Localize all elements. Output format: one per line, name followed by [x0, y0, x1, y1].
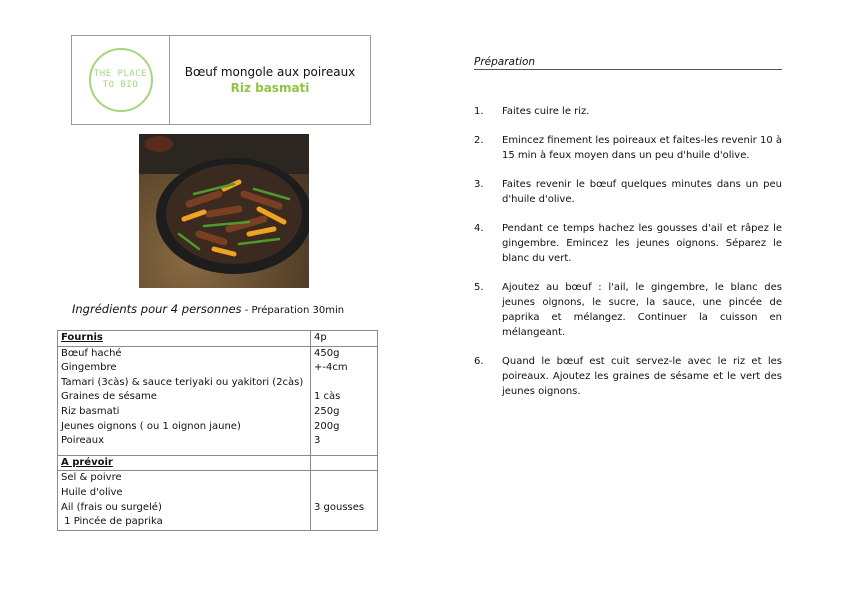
logo-cell [72, 36, 170, 124]
step-number: 5. [474, 282, 484, 293]
step-text: Quand le bœuf est cuit servez-le avec le riz et les poireaux. Ajoutez les graines de sésame et le vert des jeunes oignons. [502, 356, 782, 397]
ingredient-qty: +-4cm [314, 362, 348, 374]
step-1 [474, 104, 782, 119]
ingredient-qty: 3 gousses [314, 501, 365, 513]
recipe-subtitle: Riz basmati [230, 81, 310, 95]
ingredient-names [58, 471, 311, 530]
ingredient-item: Gingembre [61, 362, 117, 374]
ingredient-quantities [311, 346, 378, 455]
step-5 [474, 280, 782, 340]
ingredient-block-provided [58, 346, 378, 455]
quantity-header: 4p [311, 331, 378, 347]
preparation-title: Préparation [474, 56, 782, 70]
step-text: Emincez finement les poireaux et faites-les revenir 10 à 15 min à feux moyen dans un peu d'huile d'olive. [502, 135, 782, 161]
step-4 [474, 221, 782, 266]
ingredient-item: Ail (frais ou surgelé) [61, 501, 162, 513]
ingredient-names [58, 346, 311, 455]
step-6 [474, 354, 782, 399]
step-2 [474, 133, 782, 163]
ingredient-item: Graines de sésame [61, 391, 157, 403]
step-number: 6. [474, 356, 484, 367]
logo-line-1: THE PLACE [93, 69, 148, 79]
ingredient-qty [314, 486, 374, 501]
recipe-header [71, 35, 371, 125]
recipe-title: Bœuf mongole aux poireaux [184, 65, 356, 79]
logo-line-2: TO BIO [102, 80, 139, 90]
section-header-row [58, 331, 378, 347]
ingredient-qty: 3 [314, 435, 321, 447]
ingredient-qty [314, 515, 374, 530]
ingredient-qty [314, 471, 374, 486]
ingredient-item: 1 Pincée de paprika [61, 516, 163, 528]
ingredient-block-to-provide [58, 471, 378, 530]
dish-photo [139, 134, 309, 288]
preparation-steps [474, 104, 782, 413]
ingredient-qty: 250g [314, 405, 340, 417]
brand-logo [89, 48, 153, 112]
ingredient-qty [314, 376, 374, 391]
ingredient-item: Bœuf haché [61, 347, 122, 359]
dish-illustration [139, 134, 309, 288]
empty-cell [311, 455, 378, 471]
ingredient-item: Tamari (3càs) & sauce teriyaki ou yakitori (2càs) [61, 376, 304, 388]
ingredient-item: Sel & poivre [61, 472, 122, 484]
ingredient-quantities [311, 471, 378, 530]
section-title-to-provide: A prévoir [58, 455, 311, 471]
step-text: Pendant ce temps hachez les gousses d'ail et râpez le gingembre. Emincez les jeunes oignons. Séparez le blanc du vert. [502, 223, 782, 264]
title-cell [170, 36, 370, 124]
ingredient-qty: 450g [314, 347, 340, 359]
ingredients-heading [72, 302, 344, 316]
ingredient-item: Jeunes oignons ( ou 1 oignon jaune) [61, 420, 241, 432]
step-number: 3. [474, 179, 484, 190]
step-number: 1. [474, 106, 484, 117]
step-number: 2. [474, 135, 484, 146]
ingredient-item: Poireaux [61, 435, 104, 447]
step-text: Ajoutez au bœuf : l'ail, le gingembre, le blanc des jeunes oignons, le sucre, la sauce, une pincée de paprika et mélangez. Continuer la cuisson en mélangeant. [502, 282, 782, 338]
ingredients-heading-main: Ingrédients pour 4 personnes [72, 302, 242, 316]
section-header-row [58, 455, 378, 471]
ingredient-item: Riz basmati [61, 405, 120, 417]
step-number: 4. [474, 223, 484, 234]
step-text: Faites revenir le bœuf quelques minutes dans un peu d'huile d'olive. [502, 179, 782, 205]
step-text: Faites cuire le riz. [502, 106, 590, 117]
ingredient-qty: 200g [314, 420, 340, 432]
ingredient-qty: 1 càs [314, 391, 341, 403]
ingredients-heading-time: - Préparation 30min [241, 305, 345, 316]
section-title-provided: Fournis [58, 331, 311, 347]
ingredient-item: Huile d'olive [61, 486, 123, 498]
ingredients-table [57, 330, 378, 531]
step-3 [474, 177, 782, 207]
